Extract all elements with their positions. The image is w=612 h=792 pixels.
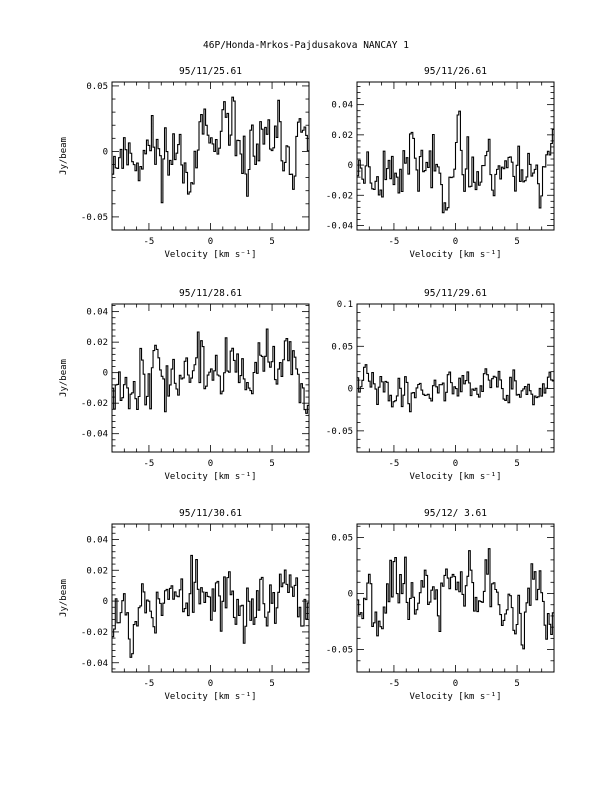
y-tick-label: 0.05 (331, 342, 353, 353)
y-tick-label: -0.05 (325, 426, 353, 437)
x-tick-label: -5 (143, 679, 155, 689)
panel-title: 95/11/25.61 (179, 66, 242, 77)
x-axis-label: Velocity [km s⁻¹] (409, 250, 502, 260)
y-tick-label: -0.05 (325, 645, 353, 656)
x-tick-label: 0 (207, 679, 214, 689)
y-tick-label: 0.04 (86, 535, 108, 546)
y-tick-label: 0 (347, 384, 353, 395)
spectrum-panel (59, 288, 309, 482)
x-axis-label: Velocity [km s⁻¹] (164, 692, 257, 702)
x-tick-label: -5 (143, 459, 155, 469)
y-tick-label: -0.04 (80, 429, 108, 440)
panel-title: 95/11/30.61 (179, 508, 242, 519)
spectrum-line (357, 549, 554, 649)
spectrum-line (112, 329, 309, 413)
y-tick-label: 0.02 (86, 338, 108, 349)
x-axis-label: Velocity [km s⁻¹] (164, 472, 257, 482)
y-tick-label: 0.02 (86, 566, 108, 577)
spectrum-panel (59, 66, 309, 260)
x-tick-label: -5 (388, 679, 400, 689)
x-tick-label: -5 (143, 237, 155, 247)
y-tick-label: 0.02 (331, 130, 353, 141)
spectrum-panel (59, 508, 309, 702)
y-tick-label: 0 (102, 147, 108, 158)
panel-title: 95/11/28.61 (179, 288, 242, 299)
y-tick-label: -0.02 (80, 399, 108, 410)
plot-frame (357, 304, 554, 452)
y-axis-label: Jy/beam (59, 579, 69, 617)
y-tick-label: -0.05 (80, 212, 108, 223)
spectrum-panel (326, 288, 554, 482)
y-tick-label: 0 (102, 368, 108, 379)
y-tick-label: 0.04 (331, 100, 353, 111)
spectrum-line (357, 111, 554, 213)
x-tick-label: 5 (514, 679, 520, 689)
x-tick-label: 0 (452, 237, 459, 247)
y-tick-label: 0 (102, 597, 108, 608)
x-tick-label: 5 (269, 237, 275, 247)
spectrum-line (112, 555, 309, 657)
x-tick-label: 5 (514, 237, 520, 247)
figure-title: 46P/Honda-Mrkos-Pajdusakova NANCAY 1 (203, 40, 409, 51)
x-tick-label: 0 (207, 237, 214, 247)
y-tick-label: 0.04 (86, 307, 108, 318)
spectrum-panel (326, 508, 554, 702)
x-tick-label: 5 (269, 459, 275, 469)
x-tick-label: 0 (452, 459, 459, 469)
y-tick-label: -0.04 (325, 221, 353, 232)
x-tick-label: 5 (514, 459, 520, 469)
y-tick-label: -0.04 (80, 658, 108, 669)
spectrum-line (112, 97, 309, 202)
y-tick-label: -0.02 (80, 627, 108, 638)
y-tick-label: 0 (347, 161, 353, 172)
plot-frame (112, 304, 309, 452)
x-tick-label: -5 (388, 237, 400, 247)
y-tick-label: 0.05 (331, 533, 353, 544)
y-axis-label: Jy/beam (59, 359, 69, 397)
y-tick-label: 0 (347, 589, 353, 600)
x-axis-label: Velocity [km s⁻¹] (409, 472, 502, 482)
x-tick-label: -5 (388, 459, 400, 469)
spectrum-line (357, 365, 554, 412)
y-axis-label: Jy/beam (59, 137, 69, 175)
x-tick-label: 0 (207, 459, 214, 469)
x-tick-label: 0 (452, 679, 459, 689)
x-tick-label: 5 (269, 679, 275, 689)
panel-title: 95/12/ 3.61 (424, 508, 487, 519)
panel-title: 95/11/26.61 (424, 66, 487, 77)
spectrum-panel (326, 66, 554, 260)
y-tick-label: 0.1 (336, 300, 353, 310)
panel-title: 95/11/29.61 (424, 288, 487, 299)
y-tick-label: 0.05 (86, 81, 108, 92)
x-axis-label: Velocity [km s⁻¹] (164, 250, 257, 260)
y-tick-label: -0.02 (325, 191, 353, 202)
x-axis-label: Velocity [km s⁻¹] (409, 692, 502, 702)
